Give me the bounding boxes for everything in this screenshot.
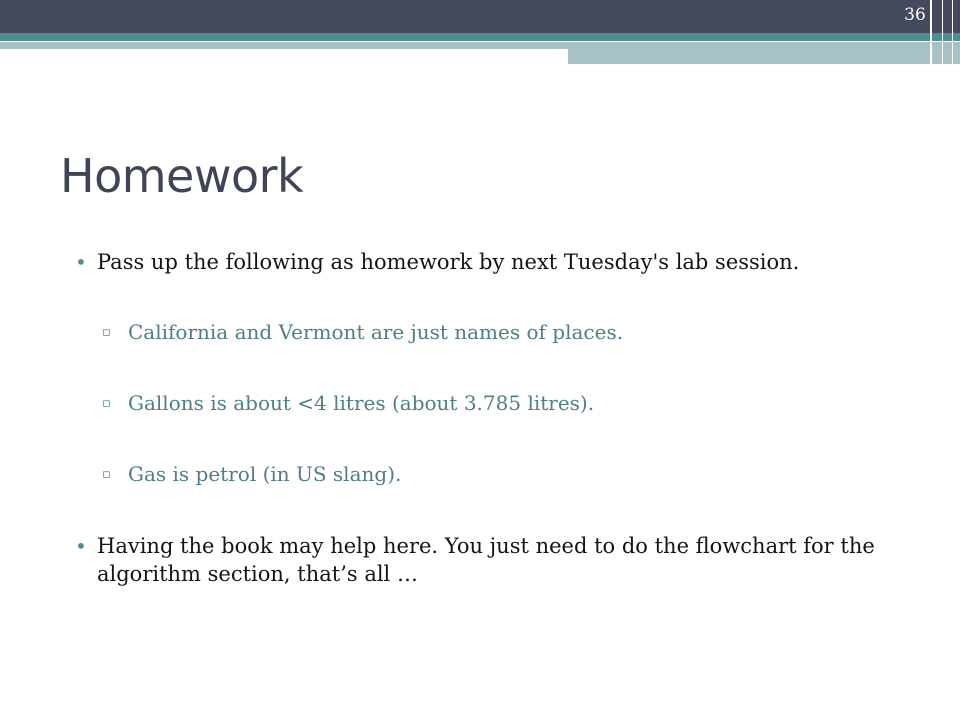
sub-bullet-text: Gallons is about <4 litres (about 3.785 litres).: [128, 391, 595, 415]
sub-bullet-text: California and Vermont are just names of places.: [128, 320, 624, 344]
sub-bullet-item: [102, 319, 888, 345]
header-dark-bar: [0, 0, 960, 33]
header-light-band: [0, 42, 568, 49]
sub-bullet-marker: ▫: [102, 467, 111, 482]
header-vertical-line: [942, 0, 943, 64]
bullet-text: Pass up the following as homework by next Tuesday's lab session.: [97, 250, 800, 274]
sub-bullet-marker: ▫: [102, 396, 111, 411]
sub-bullet-item: [102, 390, 888, 416]
bullet-item: [75, 248, 917, 276]
sub-bullet-item: [102, 461, 888, 487]
sub-bullet-text: Gas is petrol (in US slang).: [128, 462, 402, 486]
bullet-marker: •: [75, 534, 87, 558]
slide-number: 36: [904, 5, 926, 25]
header-light-block: [568, 42, 960, 64]
slide-title: Homework: [60, 149, 304, 203]
bullet-item: [75, 532, 897, 588]
sub-bullet-marker: ▫: [102, 325, 111, 340]
header-vertical-line: [952, 0, 953, 64]
bullet-text: Having the book may help here. You just need to do the flowchart for the algorithm section, that’s all …: [97, 534, 875, 586]
bullet-marker: •: [75, 250, 87, 274]
